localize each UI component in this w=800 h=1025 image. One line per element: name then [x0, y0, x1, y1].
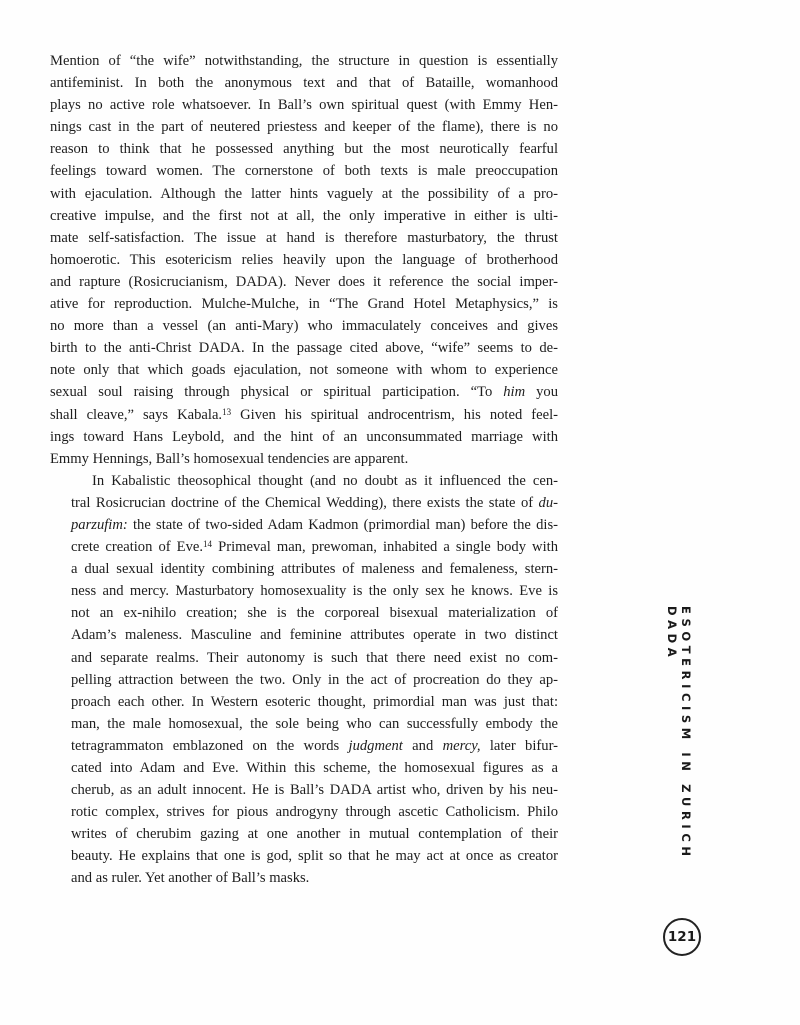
text-run: Given his spiritual androcentrism, his noted feel- — [240, 406, 559, 423]
text-run: later bifur- — [489, 737, 558, 754]
emphasis-text: parzufim: — [71, 516, 128, 533]
text-line — [50, 492, 558, 514]
text-line — [50, 735, 558, 757]
text-line: writes of cherubim gazing at one another in mutual contemplation of their — [71, 826, 558, 843]
text-line: In Kabalistic theosophical thought (and no doubt as it influenced the cen- — [92, 472, 558, 489]
text-line: Emmy Hennings, Ball’s homosexual tendencies are apparent. — [50, 450, 409, 467]
text-line: creative impulse, and the first not at all, the only imperative in either is ulti- — [50, 207, 558, 224]
text-line: mate self-satisfaction. The issue at hand is therefore masturbatory, the thrust — [50, 229, 558, 246]
running-head — [666, 606, 692, 886]
text-line: beauty. He explains that one is god, split so that he may act at once as creator — [71, 848, 558, 865]
text-line: ative for reproduction. Mulche-Mulche, in “The Grand Hotel Metaphysics,” is — [50, 296, 558, 313]
text-line: with ejaculation. Although the latter hints vaguely at the possibility of a pro- — [50, 185, 558, 202]
text-run: Primeval man, prewoman, inhabited a single body with — [218, 539, 558, 556]
text-line: cated into Adam and Eve. Within this scheme, the homosexual figures as a — [71, 760, 558, 776]
page-number-badge — [663, 918, 701, 956]
text-line: and separate realms. Their autonomy is such that there need exist no com- — [71, 649, 558, 666]
emphasis-text: judgment — [348, 737, 403, 754]
text-line: ness and mercy. Masturbatory homosexuality is the only sex he knows. Eve is — [71, 583, 558, 600]
text-line: Adam’s maleness. Masculine and feminine attributes operate in two distinct — [71, 627, 558, 644]
text-line: man, the male homosexual, the sole being who can successfully embody the — [71, 715, 558, 732]
text-run: you — [536, 384, 558, 401]
text-run: and — [412, 737, 434, 754]
text-line: no more than a vessel (an anti-Mary) who immaculately conceives and gives — [50, 318, 558, 335]
text-line — [50, 404, 558, 426]
text-line: ings toward Hans Leybold, and the hint of an unconsummated marriage with — [50, 428, 558, 445]
running-head-text: ESOTERICISM IN ZURICH DADA — [665, 606, 693, 861]
text-run: crete creation of Eve. — [71, 539, 204, 556]
text-line: nings cast in the part of neutered priestess and keeper of the flame), there is no — [50, 119, 558, 136]
text-line: not an ex-nihilo creation; she is the corporeal bisexual materialization of — [71, 605, 558, 622]
text-run: shall cleave,” says Kabala. — [50, 406, 223, 423]
text-line: rotic complex, strives for pious androgyny through ascetic Catholicism. Philo — [71, 804, 558, 821]
text-run: the state of two-sided Adam Kadmon (primordial man) before the dis- — [132, 516, 558, 533]
body-text — [50, 50, 558, 890]
text-run: tetragrammaton emblazoned on the words — [71, 737, 340, 754]
emphasis-text: him — [503, 384, 526, 401]
page-number: 121 — [667, 929, 697, 945]
text-line: a dual sexual identity combining attributes of maleness and femaleness, stern- — [71, 561, 558, 578]
paragraph-2 — [50, 470, 558, 890]
text-line: cherub, as an adult innocent. He is Ball’s DADA artist who, driven by his neu- — [71, 782, 558, 799]
text-line: and as ruler. Yet another of Ball’s masks. — [71, 870, 310, 887]
paragraph-1 — [50, 50, 558, 470]
text-line: pelling attraction between the two. Only in the act of procreation do they ap- — [71, 671, 558, 688]
text-line: plays no active role whatsoever. In Ball’s own spiritual quest (with Emmy Hen- — [50, 97, 558, 114]
text-line — [50, 514, 558, 536]
text-line — [50, 536, 558, 558]
text-line: and rapture (Rosicrucianism, DADA). Never does it reference the social imper- — [50, 273, 558, 290]
emphasis-text: du- — [538, 494, 558, 511]
text-line: birth to the anti-Christ DADA. In the passage cited above, “wife” seems to de- — [50, 340, 558, 357]
text-line: antifeminist. In both the anonymous text and that of Bataille, womanhood — [50, 75, 558, 92]
text-line — [50, 381, 558, 403]
text-line: homoerotic. This esotericism relies heavily upon the language of brotherhood — [50, 251, 558, 268]
footnote-ref-13[interactable]: 13 — [222, 406, 232, 417]
emphasis-text: mercy, — [442, 737, 481, 754]
footnote-ref-14[interactable]: 14 — [203, 539, 213, 550]
text-run: sexual soul raising through physical or spiritual participation. “To — [50, 384, 493, 401]
text-line: note only that which goads ejaculation, not someone with whom to experience — [50, 362, 558, 379]
text-run: tral Rosicrucian doctrine of the Chemical Wedding), there exists the state of — [71, 494, 534, 511]
text-line: feelings toward women. The cornerstone of both texts is male preoccupation — [50, 163, 558, 180]
text-line: Mention of “the wife” notwithstanding, the structure in question is essentially — [50, 53, 558, 69]
text-line: reason to think that he possessed anything but the most neurotically fearful — [50, 141, 558, 158]
text-line: proach each other. In Western esoteric thought, primordial man was just that: — [71, 693, 558, 710]
